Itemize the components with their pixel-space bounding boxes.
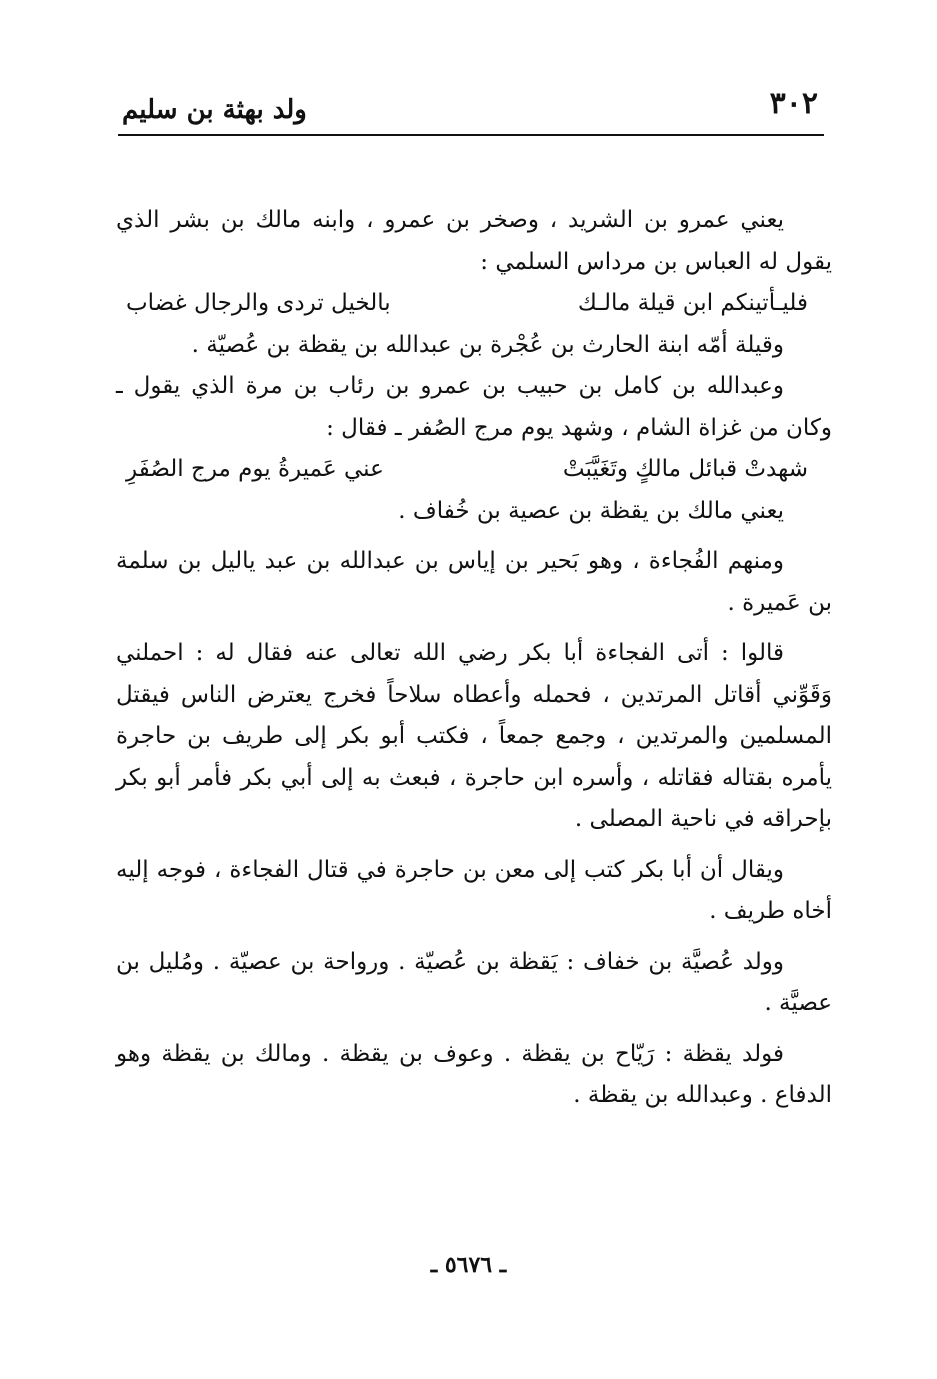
verse-second-hemistich: عني عَميرةُ يوم مرج الصُفَرِ xyxy=(126,456,384,482)
verse-first-hemistich: شهدتْ قبائل مالكٍ وتَغَيَّبَتْ xyxy=(562,456,808,482)
body-text xyxy=(116,200,832,1117)
header-divider xyxy=(118,134,824,136)
verse-line xyxy=(116,283,832,325)
running-head xyxy=(118,84,824,132)
paragraph: قالوا : أتى الفجاءة أبا بكر رضي الله تعالى عنه فقال له : احملني وَقَوِّني أقاتل المرتدين ، فحمله وأعطاه سلاحاً فخرج يعترض الناس فيقتل المسلمين والمرتدين ، وجمع جمعاً ، فكتب أبو بكر إلى طريف بن حاجرة يأمره بقتاله فقاتله ، وأسره ابن حاجرة ، فبعث به إلى أبي بكر فأمر أبو بكر بإحراقه في ناحية المصلى . xyxy=(116,640,832,832)
running-title: ولد بهثة بن سليم xyxy=(122,95,307,125)
paragraph: وعبدالله بن كامل بن حبيب بن عمرو بن رئاب بن مرة الذي يقول ـ وكان من غزاة الشام ، وشهد يوم مرج الصُفر ـ فقال : xyxy=(116,373,832,441)
paragraph: وقيلة أمّه ابنة الحارث بن عُجْرة بن عبدالله بن يقظة بن عُصيّة . xyxy=(191,331,784,358)
verse-line xyxy=(116,449,832,491)
verse-first-hemistich: فليـأتينكم ابن قيلة مالـك xyxy=(577,290,808,316)
verse-second-hemistich: بالخيل تردى والرجال غضاب xyxy=(126,290,391,316)
page-number: ٣٠٢ xyxy=(769,86,818,121)
paragraph: وولد عُصيَّة بن خفاف : يَقظة بن عُصيّة . ورواحة بن عصيّة . ومُليل بن عصيَّة . xyxy=(116,948,832,1016)
paragraph: فولد يقظة : رَيّاح بن يقظة . وعوف بن يقظة . ومالك بن يقظة وهو الدفاع . وعبدالله بن يقظة . xyxy=(116,1040,832,1108)
paragraph: ومنهم الفُجاءة ، وهو بَحير بن إياس بن عبدالله بن عبد ياليل بن سلمة بن عَميرة . xyxy=(116,548,832,616)
folio-number: ـ ٥٦٧٦ ـ xyxy=(430,1252,507,1278)
paragraph: يعني مالك بن يقظة بن عصية بن خُفاف . xyxy=(398,497,784,524)
paragraph: يعني عمرو بن الشريد ، وصخر بن عمرو ، وابنه مالك بن بشر الذي يقول له العباس بن مرداس السلمي : xyxy=(116,207,832,275)
paragraph: ويقال أن أبا بكر كتب إلى معن بن حاجرة في قتال الفجاءة ، فوجه إليه أخاه طريف . xyxy=(116,856,832,924)
